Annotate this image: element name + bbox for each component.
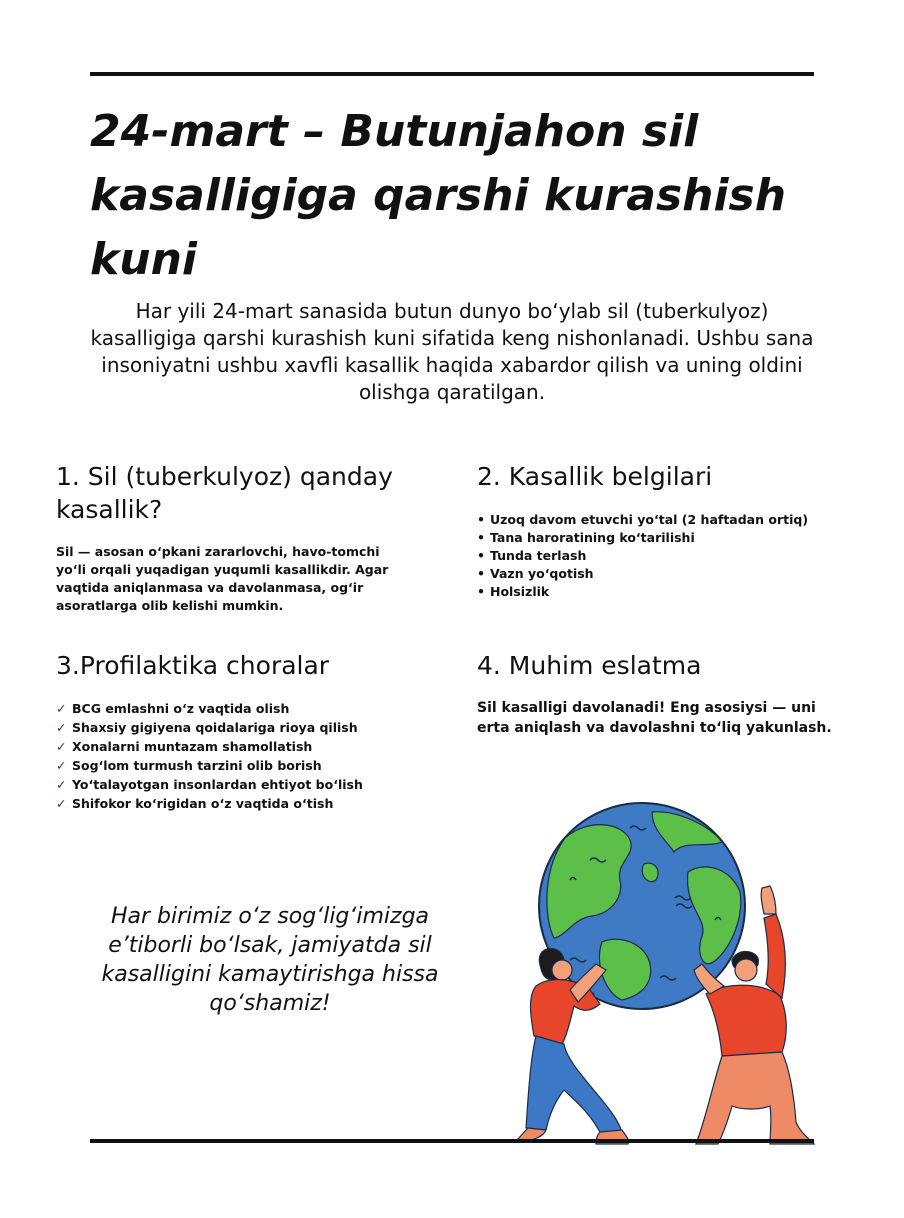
list-item: ✓ BCG emlashni o‘z vaqtida olish <box>56 701 290 716</box>
list-item: • Tunda terlash <box>477 548 587 563</box>
prevention-list <box>56 699 436 813</box>
bullet-icon: • <box>477 566 485 581</box>
section-3-heading: 3.Profilaktika choralar <box>56 651 330 680</box>
section-2-heading: 2. Kasallik belgilari <box>477 462 713 491</box>
bullet-icon: • <box>477 512 485 527</box>
top-divider <box>90 72 814 76</box>
checkmark-icon: ✓ <box>56 739 67 754</box>
section-1-body: Sil — asosan o‘pkani zararlovchi, havo-tomchi yo‘li orqali yuqadigan yuqumli kasallikdir. Agar vaqtida aniqlanmasa va davolanmasa, og‘ir asoratlarga olib kelishi mumkin. <box>56 544 389 613</box>
section-4-body: Sil kasalligi davolanadi! Eng asosiysi — uni erta aniqlash va davolashni to‘liq yakunlash. <box>477 700 832 736</box>
checkmark-icon: ✓ <box>56 720 67 735</box>
checkmark-icon: ✓ <box>56 777 67 792</box>
bullet-icon: • <box>477 530 485 545</box>
checkmark-icon: ✓ <box>56 796 67 811</box>
closing-quote: Har birimiz o‘z sog‘lig‘imizga e’tiborli bo‘lsak, jamiyatda sil kasalligini kamaytirishga hissa qo‘shamiz! <box>101 904 439 1016</box>
list-item: ✓ Sog‘lom turmush tarzini olib borish <box>56 758 322 773</box>
list-item: • Tana haroratining ko‘tarilishi <box>477 530 695 545</box>
list-item: • Vazn yo‘qotish <box>477 566 594 581</box>
list-item: ✓ Shifokor ko‘rigidan o‘z vaqtida o‘tish <box>56 796 334 811</box>
checkmark-icon: ✓ <box>56 701 67 716</box>
bullet-icon: • <box>477 584 485 599</box>
bullet-icon: • <box>477 548 485 563</box>
section-4-heading: 4. Muhim eslatma <box>477 651 702 680</box>
bottom-divider <box>90 1139 814 1143</box>
list-item: ✓ Xonalarni muntazam shamollatish <box>56 739 313 754</box>
list-item: • Holsizlik <box>477 584 550 599</box>
list-item: ✓ Yo‘talayotgan insonlardan ehtiyot bo‘lish <box>56 777 363 792</box>
people-holding-globe-illustration <box>470 800 830 1145</box>
list-item: ✓ Shaxsiy gigiyena qoidalariga rioya qilish <box>56 720 358 735</box>
list-item: • Uzoq davom etuvchi yo‘tal (2 haftadan ortiq) <box>477 512 809 527</box>
symptoms-list <box>477 511 837 601</box>
intro-paragraph: Har yili 24-mart sanasida butun dunyo bo‘ylab sil (tuberkulyoz) kasalligiga qarshi kurashish kuni sifatida keng nishonlanadi. Ushbu sana insoniyatni ushbu xavfli kasallik haqida xabardor qilish va uning oldini olishga qaratilgan. <box>90 299 814 404</box>
section-1-heading: 1. Sil (tuberkulyoz) qanday kasallik? <box>56 462 393 524</box>
checkmark-icon: ✓ <box>56 758 67 773</box>
page-title: 24-mart – Butunjahon sil kasalligiga qarshi kurashish kuni <box>90 106 787 285</box>
